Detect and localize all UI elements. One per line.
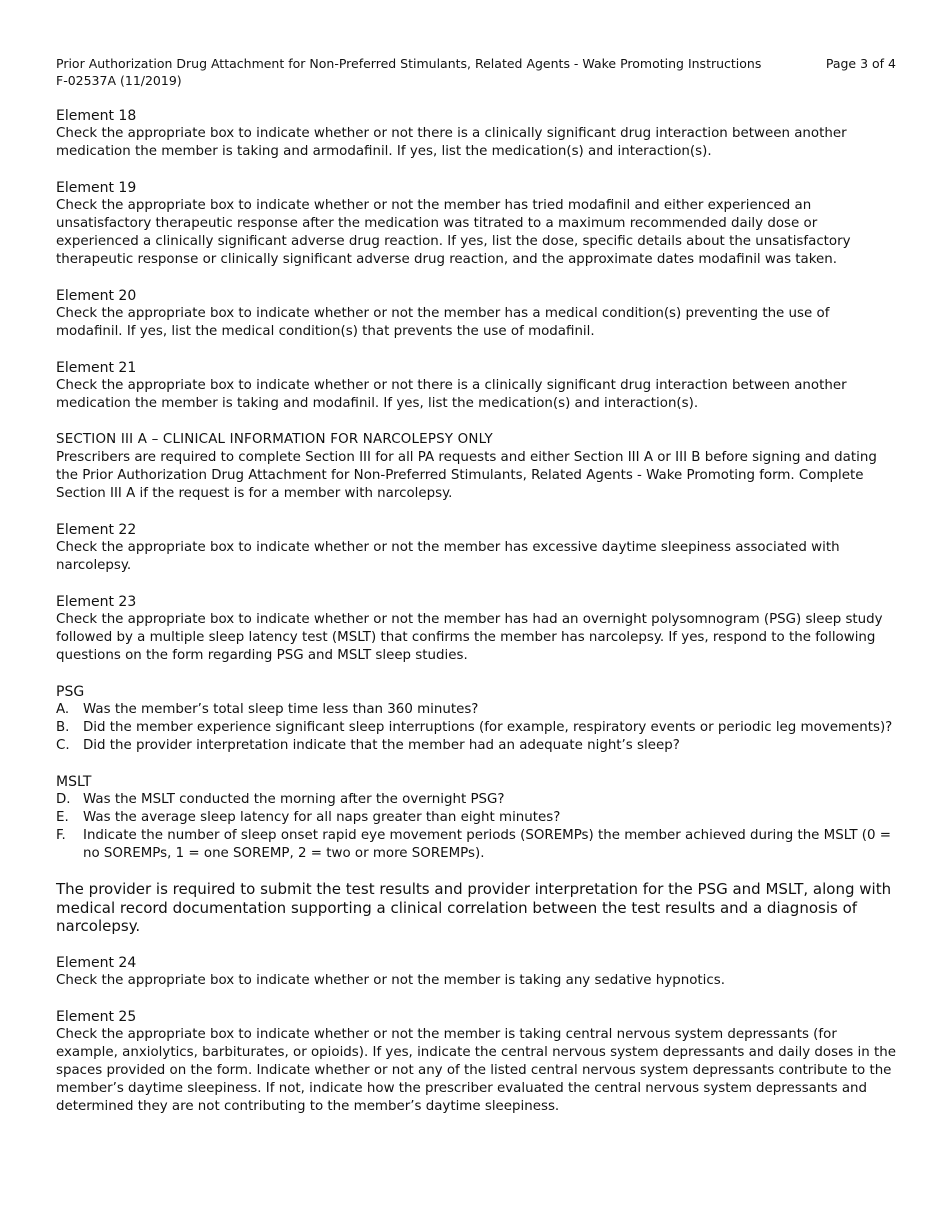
element-22-block: [56, 521, 896, 575]
element-text: Check the appropriate box to indicate whether or not the member has tried modafinil and either experienced an unsatisfactory therapeutic response after the medication was titrated to a maximum recommended daily dose or experienced a clinically significant adverse drug reaction. If yes, list the dose, specific details about the unsatisfactory therapeutic response or clinically significant adverse drug reaction, and the approximate dates modafinil was taken.: [56, 198, 851, 267]
section-text: Prescribers are required to complete Section III for all PA requests and either Section III A or III B before signing and dating the Prior Authorization Drug Attachment for Non-Preferred Stimulants, Related Agents - Wake Promoting form. Complete Section III A if the request is for a member with narcolepsy.: [56, 450, 877, 501]
element-text: Check the appropriate box to indicate whether or not the member has a medical condition(s) preventing the use of modafinil. If yes, list the medical condition(s) that prevents the use of modafinil.: [56, 306, 830, 339]
list-text: Was the average sleep latency for all naps greater than eight minutes?: [83, 810, 561, 825]
list-label: C.: [56, 738, 70, 753]
list-item: [56, 719, 896, 737]
list-text: Did the provider interpretation indicate that the member had an adequate night’s sleep?: [83, 738, 680, 753]
psg-title: PSG: [56, 684, 85, 700]
element-19-block: [56, 179, 896, 269]
element-title: Element 20: [56, 288, 137, 304]
psg-questions: [56, 683, 896, 755]
element-title: Element 22: [56, 522, 137, 538]
section-3a-block: [56, 431, 896, 503]
element-24-block: [56, 954, 896, 990]
document-title: Prior Authorization Drug Attachment for Non-Preferred Stimulants, Related Agents - Wake Promoting Instructions: [56, 56, 762, 71]
list-label: F.: [56, 828, 66, 843]
element-text: Check the appropriate box to indicate whether or not the member has excessive daytime sleepiness associated with narcolepsy.: [56, 540, 840, 573]
section-title: SECTION III A – CLINICAL INFORMATION FOR NARCOLEPSY ONLY: [56, 432, 493, 447]
psg-question-list: [56, 701, 896, 755]
element-23-block: [56, 593, 896, 665]
page-header: [56, 55, 896, 89]
element-text: Check the appropriate box to indicate whether or not there is a clinically significant drug interaction between another medication the member is taking and modafinil. If yes, list the medication(s) and interaction(s).: [56, 378, 847, 411]
element-text: Check the appropriate box to indicate whether or not the member is taking central nervous system depressants (for example, anxiolytics, barbiturates, or opioids). If yes, indicate the central nervous system depressants and daily doses in the spaces provided on the form. Indicate whether or not any of the listed central nervous system depressants contribute to the member’s daytime sleepiness. If not, indicate how the prescriber evaluated the central nervous system depressants and determined they are not contributing to the member’s daytime sleepiness.: [56, 1026, 896, 1114]
element-18-block: [56, 107, 896, 161]
element-text: Check the appropriate box to indicate whether or not the member is taking any sedative hypnotics.: [56, 972, 725, 988]
mslt-questions: [56, 773, 896, 863]
element-title: Element 19: [56, 180, 137, 196]
element-title: Element 21: [56, 360, 137, 376]
mslt-title: MSLT: [56, 774, 92, 790]
element-20-block: [56, 287, 896, 341]
form-id: F-02537A (11/2019): [56, 73, 182, 88]
element-title: Element 23: [56, 594, 137, 610]
list-text: Indicate the number of sleep onset rapid eye movement periods (SOREMPs) the member achieved during the MSLT (0 = no SOREMPs, 1 = one SOREMP, 2 = two or more SOREMPs).: [83, 828, 892, 861]
element-21-block: [56, 359, 896, 413]
element-title: Element 25: [56, 1008, 137, 1025]
list-text: Did the member experience significant sleep interruptions (for example, respiratory events or periodic leg movements)?: [83, 720, 893, 735]
list-label: B.: [56, 720, 70, 735]
element-text: Check the appropriate box to indicate whether or not there is a clinically significant drug interaction between another medication the member is taking and armodafinil. If yes, list the medication(s) and interaction(s).: [56, 126, 847, 159]
list-item: [56, 791, 896, 809]
list-text: Was the member’s total sleep time less than 360 minutes?: [83, 702, 479, 717]
element-title: Element 18: [56, 108, 137, 124]
list-label: A.: [56, 702, 70, 717]
document-page: [56, 55, 896, 1116]
list-item: [56, 737, 896, 755]
list-label: D.: [56, 792, 71, 807]
element-text: Check the appropriate box to indicate whether or not the member has had an overnight polysomnogram (PSG) sleep study followed by a multiple sleep latency test (MSLT) that confirms the member has narcolepsy. If yes, respond to the following questions on the form regarding PSG and MSLT sleep studies.: [56, 612, 883, 663]
list-item: [56, 827, 896, 863]
list-text: Was the MSLT conducted the morning after the overnight PSG?: [83, 792, 505, 807]
list-item: [56, 809, 896, 827]
element-25-block: [56, 1008, 896, 1116]
element-title: Element 24: [56, 954, 137, 971]
page-number: Page 3 of 4: [825, 56, 896, 71]
provider-notice: The provider is required to submit the test results and provider interpretation for the PSG and MSLT, along with medical record documentation supporting a clinical correlation between the test results and a diagnosis of narcolepsy.: [56, 880, 892, 935]
list-label: E.: [56, 810, 69, 825]
list-item: [56, 701, 896, 719]
mslt-question-list: [56, 791, 896, 863]
